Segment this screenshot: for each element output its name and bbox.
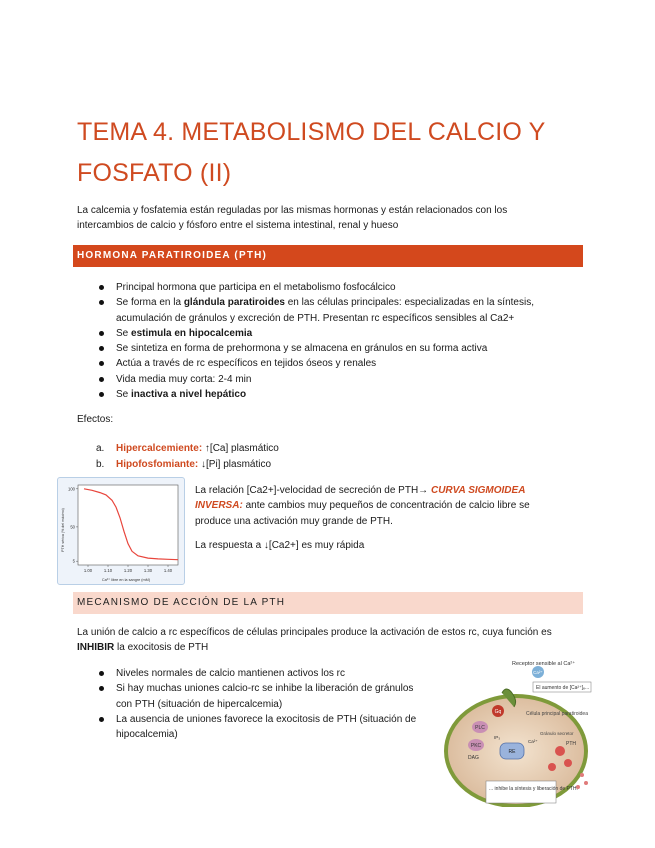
sigmoid-highlight: CURVA SIGMOIDEA INVERSA:: [195, 485, 526, 512]
effects-list: [96, 441, 279, 472]
pth-label: PTH: [566, 741, 576, 747]
calcium-label: Ca²⁺: [528, 739, 538, 744]
calcium-ion-label: Ca²⁺: [533, 670, 543, 675]
list-item: Niveles normales de calcio mantienen activos los rc: [96, 666, 431, 681]
mechanism-paragraph: La unión de calcio a rc específicos de células principales produce la activación de estos rc, cuya función es INHIBIR la exocitosis de PTH: [77, 627, 552, 654]
y-tick-label: 5: [72, 558, 75, 564]
y-tick-label: 100: [68, 486, 75, 492]
pth-secretion-chart: [57, 477, 185, 585]
relation-paragraph: La relación [Ca2+]-velocidad de secreción de PTH→ CURVA SIGMOIDEA INVERSA: ante cambios muy pequeños de concentración de calcio libre se produce una activación muy grande de PTH.: [195, 485, 530, 527]
response-text: La respuesta a ↓[Ca2+] es muy rápida: [195, 540, 365, 551]
dag-label: DAG: [468, 755, 479, 761]
plc-label: PLC: [475, 725, 485, 731]
x-tick-label: 1.00: [83, 568, 93, 573]
granule-label: Gránulo secretor: [540, 731, 574, 736]
list-item: Se forma en la glándula paratiroides en las células principales: especializadas en la síntesis, acumulación de gránulos y excreción de PTH. Presentan rc específicos sensibles al Ca2+: [96, 295, 566, 326]
effect-item-b: b. Hipofosfomiante: ↓[Pi] plasmático: [96, 458, 272, 470]
page-title: TEMA 4. METABOLISMO DEL CALCIO Y FOSFATO (II): [77, 118, 546, 187]
pth-release-dot: [584, 781, 588, 785]
er-label: RE: [508, 749, 516, 755]
x-tick-label: 1.30: [143, 568, 153, 573]
y-axis-label: PTH sérica (% del máximo): [61, 508, 65, 552]
list-item: Se inactiva a nivel hepático: [96, 387, 566, 402]
list-item: Vida media muy corta: 2-4 min: [96, 372, 566, 387]
rise-label: El aumento de [Ca²⁺]ₑ...: [536, 685, 590, 691]
inhibit-label-box: [486, 781, 556, 803]
receptor-label: Receptor sensible al Ca²⁺: [512, 661, 576, 667]
x-tick-label: 1.10: [103, 568, 113, 573]
inhibit-label: ... inhibe la síntesis y liberación de PTH.: [489, 786, 578, 792]
section-heading-pth: HORMONA PARATIROIDEA (PTH): [73, 245, 583, 267]
list-item: Si hay muchas uniones calcio-rc se inhibe la liberación de gránulos con PTH (situación de hipercalcemia): [96, 681, 431, 712]
secretory-granule: [548, 763, 556, 771]
chart-svg: [58, 478, 184, 584]
effects-label: Efectos:: [77, 414, 114, 425]
ip3-label: IP₃: [494, 735, 501, 740]
x-tick-label: 1.40: [163, 568, 173, 573]
cell-label: Célula principal paratiroidea: [526, 711, 588, 717]
list-item: Actúa a través de rc específicos en tejidos óseos y renales: [96, 356, 566, 371]
x-tick-label: 1.20: [123, 568, 133, 573]
pth-bullet-list: [96, 280, 566, 402]
list-item: Se sintetiza en forma de prehormona y se almacena en gránulos en su forma activa: [96, 341, 566, 356]
section-heading-mechanism: MECANISMO DE ACCIÓN DE LA PTH: [73, 592, 583, 614]
x-axis-label: Ca²⁺ libre en la sangre (mM): [101, 578, 151, 582]
gq-label: Gq: [494, 709, 502, 715]
parathyroid-cell-diagram: [440, 655, 592, 807]
list-item: La ausencia de uniones favorece la exocitosis de PTH (situación de hipocalcemia): [96, 712, 431, 743]
secretory-granule: [555, 746, 565, 756]
secretory-granule: [564, 759, 572, 767]
y-tick-label: 50: [70, 524, 75, 530]
list-item: Principal hormona que participa en el metabolismo fosfocálcico: [96, 280, 566, 295]
effect-item-a: a. Hipercalcemiente: ↑[Ca] plasmático: [96, 443, 279, 454]
mechanism-bullet-list: [96, 666, 431, 742]
pkc-label: PKC: [470, 743, 482, 749]
pth-release-dot: [580, 773, 584, 777]
list-item: Se estimula en hipocalcemia: [96, 326, 566, 341]
plot-area: [78, 485, 178, 565]
intro-paragraph: La calcemia y fosfatemia están reguladas por las mismas hormonas y están relacionados con los intercambios de calcio y fósforo entre el sistema intestinal, renal y hueso: [77, 205, 508, 231]
